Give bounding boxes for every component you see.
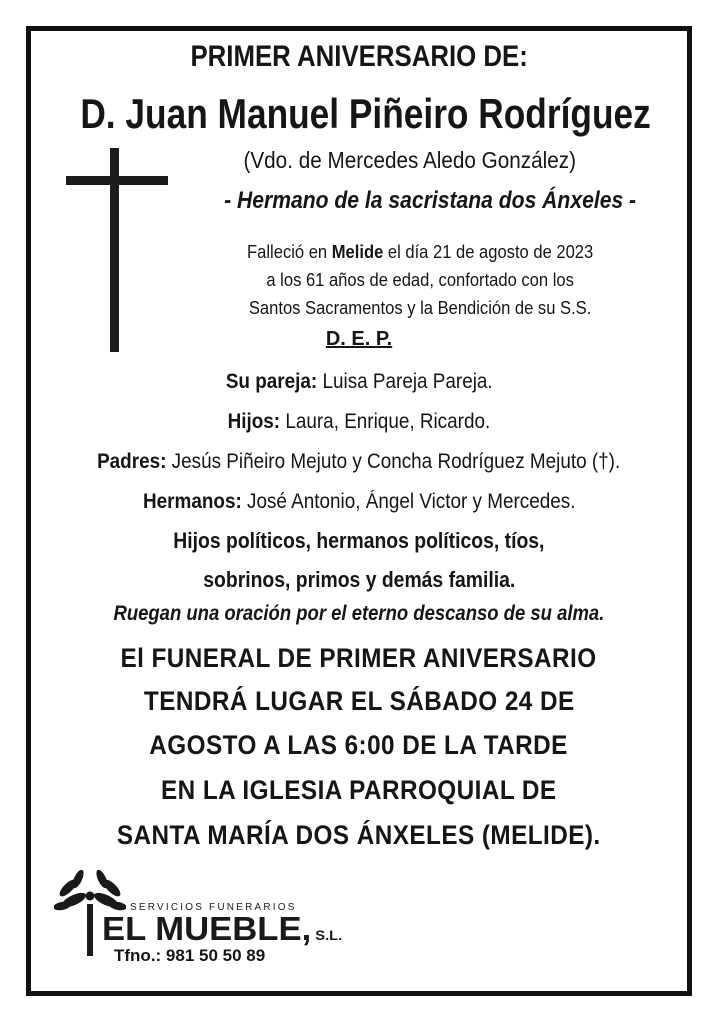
- family-line: Hijos políticos, hermanos políticos, tíos,: [173, 528, 545, 553]
- relative-parents: Padres: Jesús Piñeiro Mejuto y Concha Rodríguez Mejuto (†).: [97, 450, 621, 473]
- funeral-line: EN LA IGLESIA PARROQUIAL DE: [161, 775, 557, 805]
- death-info: Falleció en Melide el día 21 de agosto de 2023 a los 61 años de edad, confortado con los Santos Sacramentos y la Bendición de su S.S.: [246, 242, 594, 318]
- funeral-line: AGOSTO A LAS 6:00 DE LA TARDE: [149, 730, 569, 760]
- logo-services-label: SERVICIOS FUNERARIOS: [130, 902, 297, 913]
- death-place: Melide: [331, 242, 384, 262]
- logo-company-name: EL MUEBLE, S.L.: [102, 910, 343, 947]
- relative-siblings: Hermanos: José Antonio, Ángel Victor y Mercedes.: [142, 490, 576, 513]
- relative-children: Hijos: Laura, Enrique, Ricardo.: [227, 410, 491, 433]
- widower-line: (Vdo. de Mercedes Aledo González): [243, 147, 577, 173]
- funeral-line: TENDRÁ LUGAR EL SÁBADO 24 DE: [143, 686, 575, 716]
- cross-icon: [66, 148, 168, 352]
- relative-partner: Su pareja: Luisa Pareja Pareja.: [225, 370, 493, 393]
- prayer-line: Ruegan una oración por el eterno descanso de su alma.: [113, 602, 605, 625]
- family-line: sobrinos, primos y demás familia.: [202, 567, 516, 592]
- sibling-line: - Hermano de la sacristana dos Ánxeles -: [223, 187, 637, 214]
- funeral-line: El FUNERAL DE PRIMER ANIVERSARIO: [120, 643, 598, 673]
- logo-phone: Tfno.: 981 50 50 89: [114, 946, 266, 965]
- funeral-line: SANTA MARÍA DOS ÁNXELES (MELIDE).: [117, 820, 601, 850]
- deceased-name: D. Juan Manuel Piñeiro Rodríguez: [80, 90, 651, 137]
- rip-label: D. E. P.: [325, 328, 393, 350]
- notice-heading: PRIMER ANIVERSARIO DE:: [190, 40, 528, 73]
- funeral-home-logo: [54, 870, 343, 970]
